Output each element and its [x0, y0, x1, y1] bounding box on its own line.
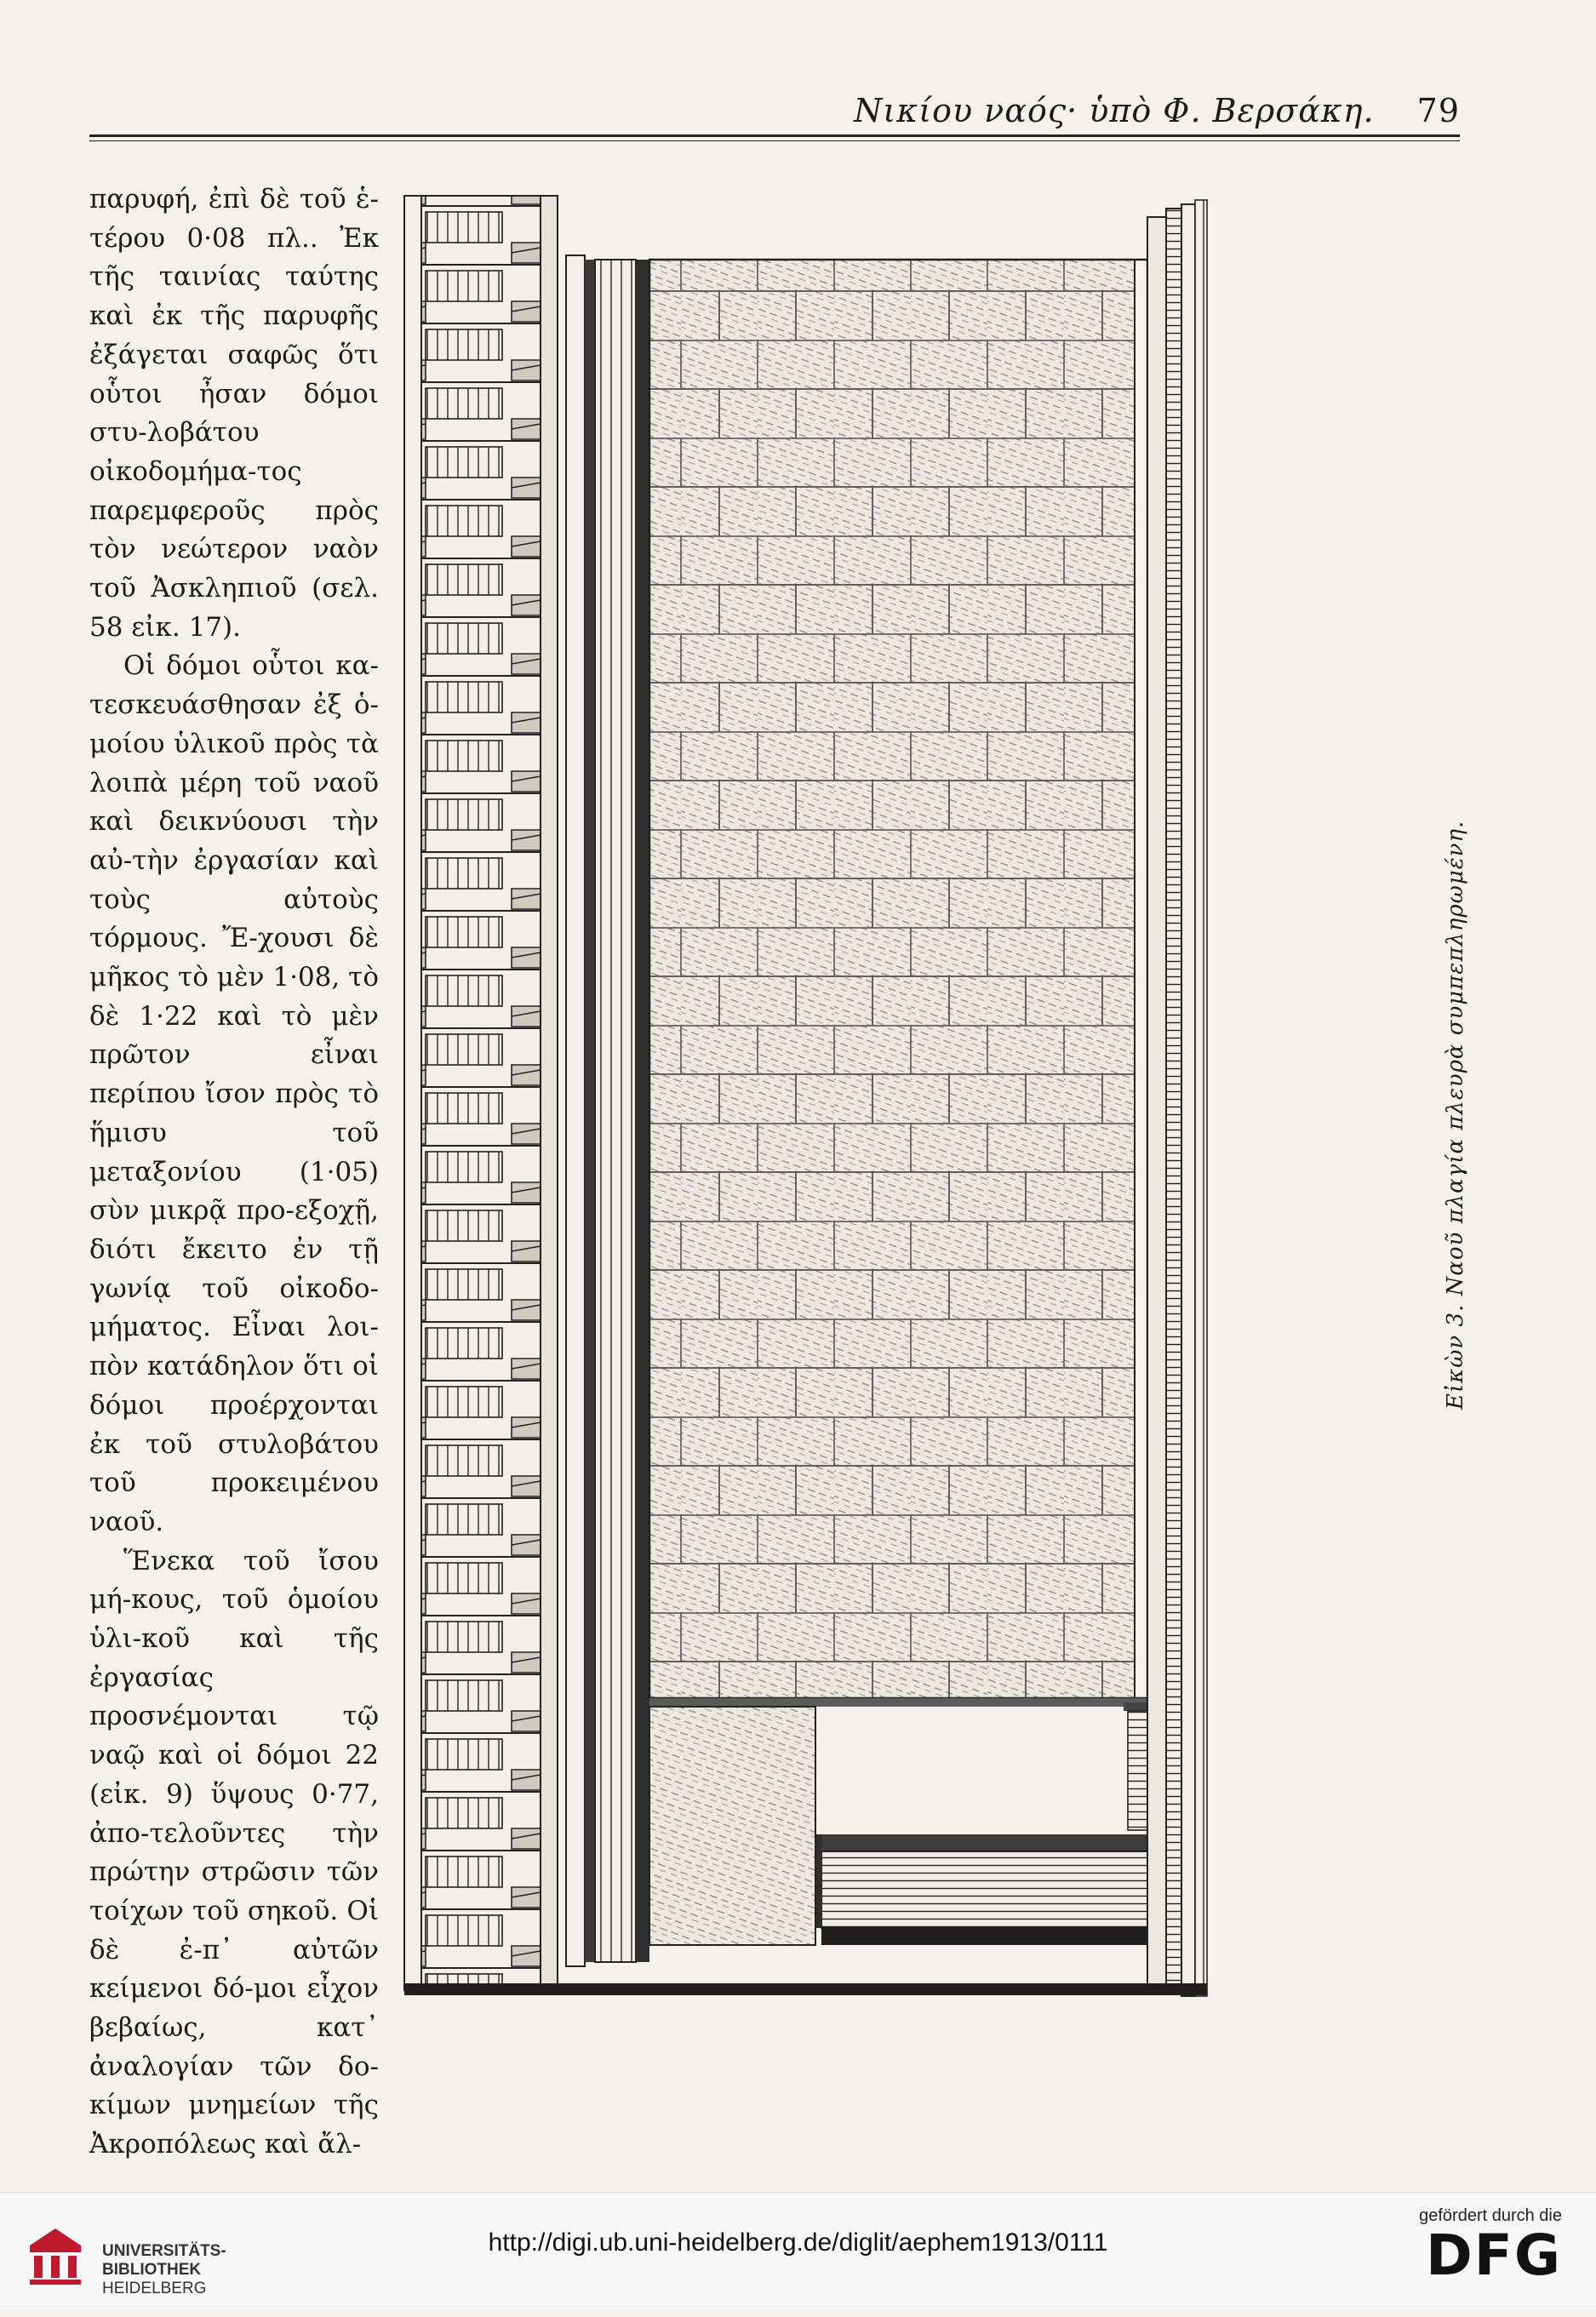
header-rule-thick	[89, 134, 1460, 137]
figure-caption: Εἰκὼν 3. Ναοῦ πλαγία πλευρὰ συμπεπληρωμένη.	[1443, 820, 1468, 1410]
running-header	[89, 85, 1460, 136]
funding-label: gefördert durch die	[1419, 2206, 1562, 2225]
page-number: 79	[1416, 92, 1460, 129]
paragraph-1: παρυφή, ἐπὶ δὲ τοῦ ἑ-τέρου 0·08 πλ.. Ἐκ τῆς ταινίας ταύτης καὶ ἐκ τῆς παρυφῆς ἐξάγεται σαφῶς ὅτι οὗτοι ἦσαν δόμοι στυ-λοβάτου οἰκοδομήμα-τος παρεμφεροῦς πρὸς τὸν νεώτερον ναὸν τοῦ Ἀσκληπιοῦ (σελ. 58 εἰκ. 17).	[89, 184, 379, 643]
footer-bar	[0, 2192, 1596, 2305]
dfg-badge[interactable]	[1383, 2206, 1562, 2295]
running-title: Νικίου ναός· ὑπὸ Φ. Βερσάκη.	[854, 92, 1375, 129]
paragraph-2: Οἱ δόμοι οὗτοι κα-τεσκευάσθησαν ἐξ ὁ-μοίου ὑλικοῦ πρὸς τὰ λοιπὰ μέρη τοῦ ναοῦ καὶ δεικνύουσι τὴν αὐ-τὴν ἐργασίαν καὶ τοὺς αὐτοὺς τόρμους. Ἔ-χουσι δὲ μῆκος τὸ μὲν 1·08, τὸ δὲ 1·22 καὶ τὸ μὲν πρῶτον εἶναι περίπου ἴσον πρὸς τὸ ἥμισυ τοῦ μεταξονίου (1·05) σὺν μικρᾷ προ-εξοχῇ, διότι ἔκειτο ἐν τῇ γωνίᾳ τοῦ οἰκοδο-μήματος. Εἶναι λοι-πὸν κατάδηλον ὅτι οἱ δόμοι προέρχονται ἐκ τοῦ στυλοβάτου τοῦ προκειμένου ναοῦ.	[89, 650, 379, 1537]
temple-side-elevation-drawing	[392, 192, 1422, 2009]
library-city: HEIDELBERG	[102, 2280, 207, 2297]
body-text-column	[89, 180, 379, 2160]
permalink-link[interactable]: http://digi.ub.uni-heidelberg.de/diglit/aephem1913/0111	[488, 2228, 1108, 2257]
dfg-logo-icon: DFG	[1425, 2223, 1562, 2288]
paragraph-3: Ἕνεκα τοῦ ἴσου μή-κους, τοῦ ὁμοίου ὑλι-κοῦ καὶ τῆς ἐργασίας προσνέμονται τῷ ναῷ καὶ οἱ δόμοι 22 (εἰκ. 9) ὕψους 0·77, ἀπο-τελοῦντες τὴν πρώτην στρῶσιν τῶν τοίχων τοῦ σηκοῦ. Οἱ δὲ ἐ-π᾽ αὐτῶν κείμενοι δό-μοι εἶχον βεβαίως, κατ᾽ ἀναλογίαν τῶν δο-κίμων μνημείων τῆς Ἀκροπόλεως καὶ ἄλ-	[89, 1545, 379, 2160]
header-rule-thin	[89, 140, 1460, 141]
library-name: UNIVERSITÄTS- BIBLIOTHEK	[102, 2242, 226, 2279]
